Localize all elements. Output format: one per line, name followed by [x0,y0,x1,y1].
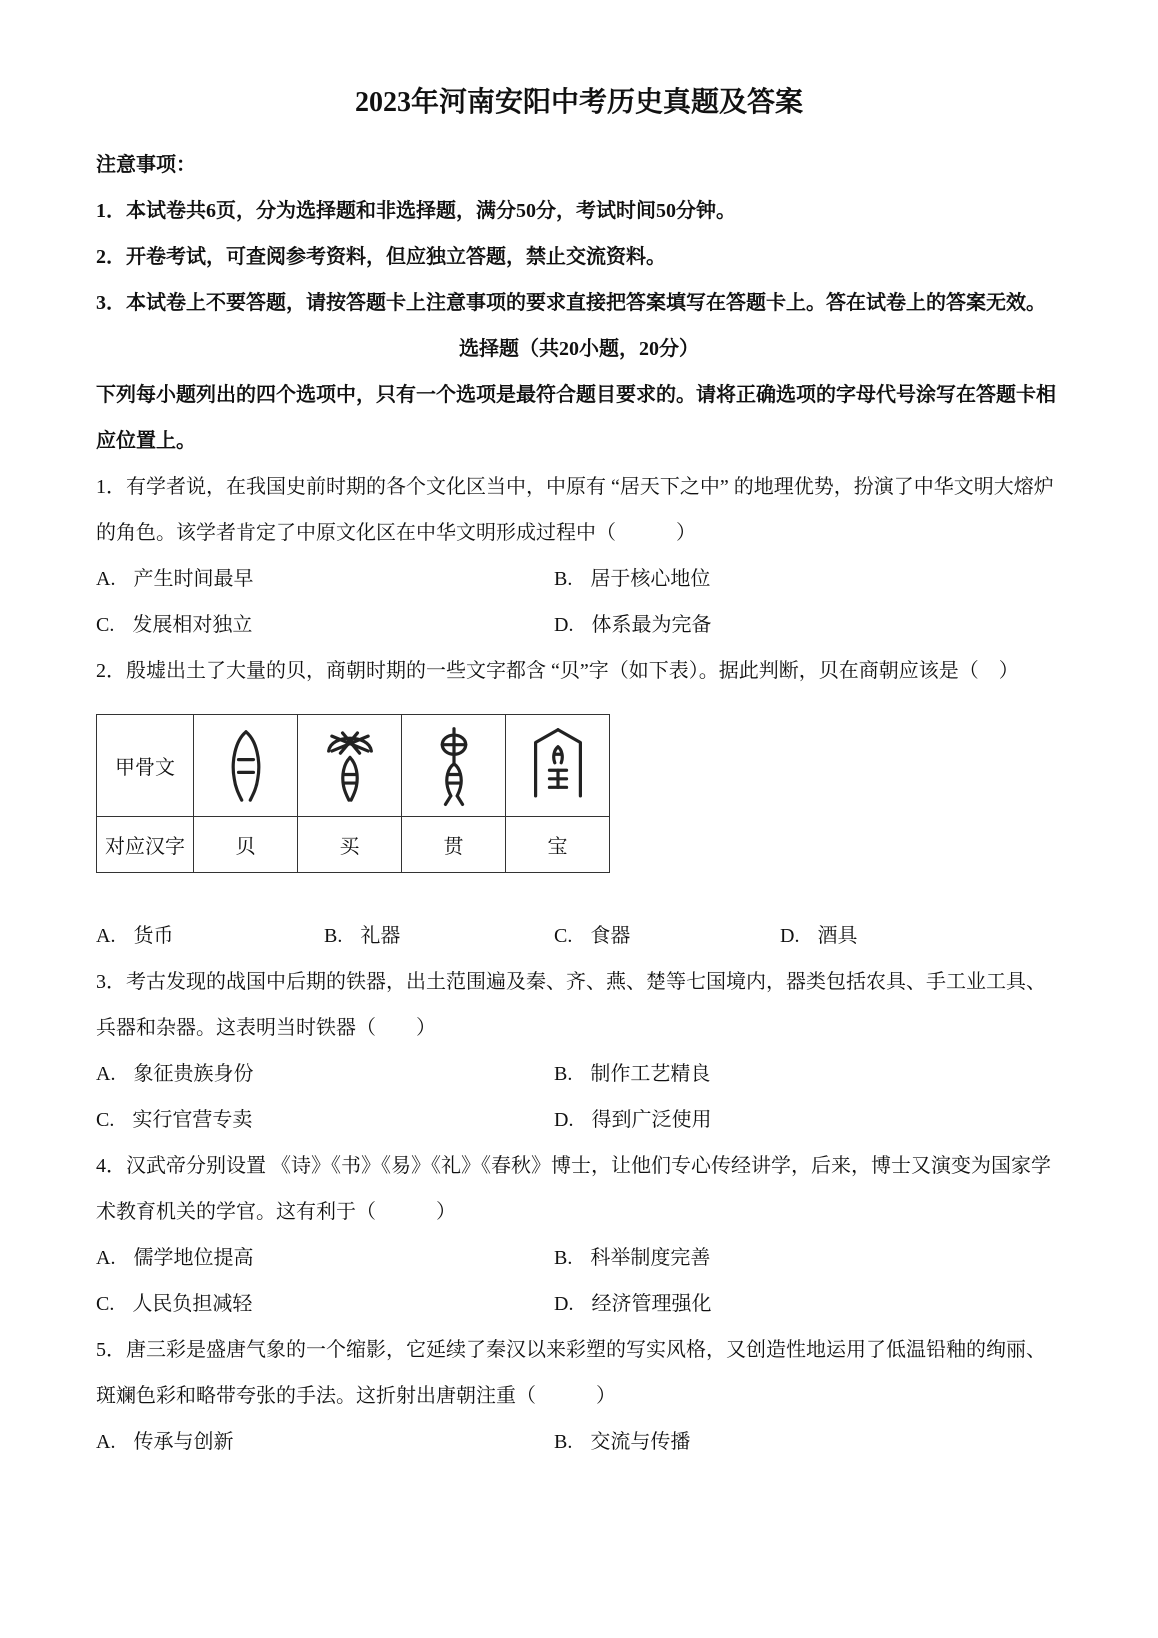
question-4-options [96,1235,1062,1327]
table-cell-char-mai: 买 [298,817,402,873]
question-5 [96,1327,1062,1465]
table-cell-char-bao: 宝 [506,817,610,873]
oracle-glyph-bao [526,725,590,807]
question-4-option-d: D. 经济管理强化 [554,1293,712,1315]
question-1-option-b: B. 居于核心地位 [554,568,711,590]
question-3-option-a: A. 象征贵族身份 [96,1063,254,1085]
table-cell-glyph-guan [402,715,506,817]
question-4 [96,1143,1062,1327]
oracle-glyph-bei [214,725,278,807]
question-1-option-c: C. 发展相对独立 [96,614,253,636]
notice-item-2: 2．开卷考试，可查阅参考资料，但应独立答题，禁止交流资料。 [96,246,666,268]
question-2-option-b: B. 礼器 [324,925,401,947]
question-4-stem: 4．汉武帝分别设置 《诗》《书》《易》《礼》《春秋》博士，让他们专心传经讲学，后来，博士又演变为国家学术教育机关的学官。这有利于（ ） [96,1155,1051,1223]
oracle-glyph-guan [422,725,486,807]
question-4-option-b: B. 科举制度完善 [554,1247,711,1269]
question-5-option-a: A. 传承与创新 [96,1431,234,1453]
table-cell-glyph-bao [506,715,610,817]
question-1-option-a: A. 产生时间最早 [96,568,254,590]
notice-section [96,142,1062,326]
question-2-option-c: C. 食器 [554,925,631,947]
notice-item-3: 3．本试卷上不要答题，请按答题卡上注意事项的要求直接把答案填写在答题卡上。答在试卷上的答案无效。 [96,292,1046,314]
oracle-bone-table [96,714,610,873]
question-1-options [96,556,1062,648]
question-4-option-c: C. 人民负担减轻 [96,1293,253,1315]
notice-heading: 注意事项： [96,154,196,176]
table-header-hanzi: 对应汉字 [97,817,194,873]
question-2-options [96,913,1062,959]
table-header-jiaguwen: 甲骨文 [97,715,194,817]
question-3-option-c: C. 实行官营专卖 [96,1109,253,1131]
section-title: 选择题（共20小题，20分） [459,338,699,360]
question-1-option-d: D. 体系最为完备 [554,614,712,636]
question-3-option-d: D. 得到广泛使用 [554,1109,712,1131]
table-cell-char-guan: 贯 [402,817,506,873]
question-5-stem: 5．唐三彩是盛唐气象的一个缩影，它延续了秦汉以来彩塑的写实风格，又创造性地运用了低温铅釉的绚丽、斑斓色彩和略带夸张的手法。这折射出唐朝注重（ ） [96,1339,1046,1407]
question-3-options [96,1051,1062,1143]
question-2-option-d: D. 酒具 [780,925,858,947]
question-5-option-b: B. 交流与传播 [554,1431,691,1453]
table-row-characters [97,817,610,873]
section-intro: 下列每小题列出的四个选项中，只有一个选项是最符合题目要求的。请将正确选项的字母代号涂写在答题卡相应位置上。 [96,384,1056,452]
question-3 [96,959,1062,1143]
question-4-option-a: A. 儒学地位提高 [96,1247,254,1269]
table-row-oracle-script [97,715,610,817]
notice-item-1: 1．本试卷共6页，分为选择题和非选择题，满分50分，考试时间50分钟。 [96,200,736,222]
table-cell-glyph-mai [298,715,402,817]
oracle-glyph-mai [318,725,382,807]
question-2-option-a: A. 货币 [96,925,174,947]
question-2 [96,648,1062,959]
question-1 [96,464,1062,648]
page-title: 2023年河南安阳中考历史真题及答案 [354,87,803,118]
question-1-stem: 1．有学者说，在我国史前时期的各个文化区当中，中原有 “居天下之中” 的地理优势，扮演了中华文明大熔炉的角色。该学者肯定了中原文化区在中华文明形成过程中（ ） [96,476,1054,544]
table-cell-char-bei: 贝 [194,817,298,873]
question-2-stem: 2．殷墟出土了大量的贝，商朝时期的一些文字都含 “贝”字（如下表）。据此判断，贝在商朝应该是（ ） [96,660,1019,682]
question-3-stem: 3．考古发现的战国中后期的铁器，出土范围遍及秦、齐、燕、楚等七国境内，器类包括农具、手工业工具、兵器和杂器。这表明当时铁器（ ） [96,971,1046,1039]
question-3-option-b: B. 制作工艺精良 [554,1063,711,1085]
table-cell-glyph-bei [194,715,298,817]
question-5-options [96,1419,1062,1465]
